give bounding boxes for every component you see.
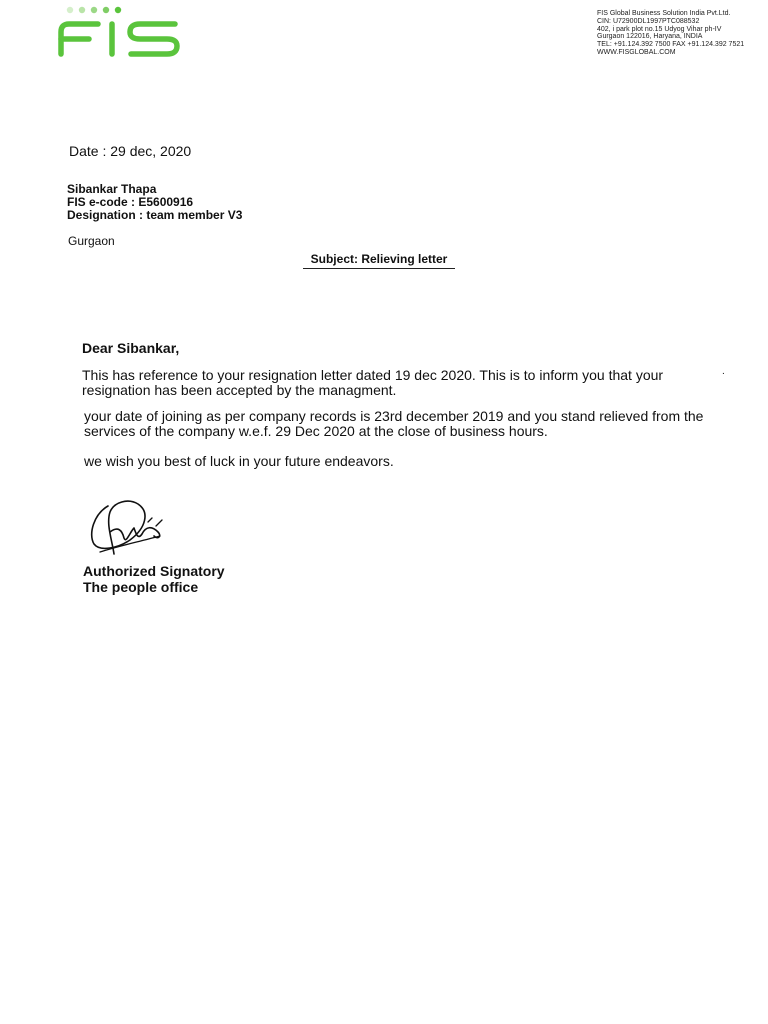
company-address-block (597, 10, 765, 57)
company-cin: CIN: U72900DL1997PTC088532 (597, 17, 700, 25)
company-address-line-1: 402, i park plot no.15 Udyog Vihar ph-IV (597, 25, 722, 33)
signatory-title: Authorized Signatory (83, 563, 225, 579)
company-address-line-2: Gurgaon 122016, Haryana, INDIA (597, 33, 703, 41)
company-phone-fax: TEL: +91.124.392 7500 FAX +91.124.392 7521 (597, 41, 745, 49)
salutation: Dear Sibankar, (82, 340, 180, 356)
signatory-block (83, 563, 225, 595)
recipient-ecode: FIS e-code : E5600916 (67, 195, 194, 209)
signatory-department: The people office (83, 579, 199, 595)
body-paragraph-relieving: your date of joining as per company records is 23rd december 2019 and you stand relieved from the services of the company w.e.f. 29 Dec 2020 at the close of business hours. (84, 408, 704, 439)
body-paragraph-resignation: This has reference to your resignation letter dated 19 dec 2020. This is to inform you that your resignation has been accepted by the managment. (82, 367, 664, 398)
recipient-city: Gurgaon (68, 234, 115, 248)
letter-subject: Subject: Relieving letter (303, 252, 455, 269)
company-name: FIS Global Business Solution India Pvt.Ltd. (597, 10, 731, 17)
recipient-designation: Designation : team member V3 (67, 208, 243, 222)
handwritten-signature (88, 496, 170, 562)
letter-date: Date : 29 dec, 2020 (69, 143, 192, 159)
body-paragraph-wishes: we wish you best of luck in your future endeavors. (84, 453, 394, 469)
recipient-name: Sibankar Thapa (67, 182, 157, 196)
stray-mark: . (722, 366, 725, 377)
recipient-block (67, 183, 242, 222)
company-website: WWW.FISGLOBAL.COM (597, 48, 676, 56)
fis-logo (55, 4, 185, 62)
